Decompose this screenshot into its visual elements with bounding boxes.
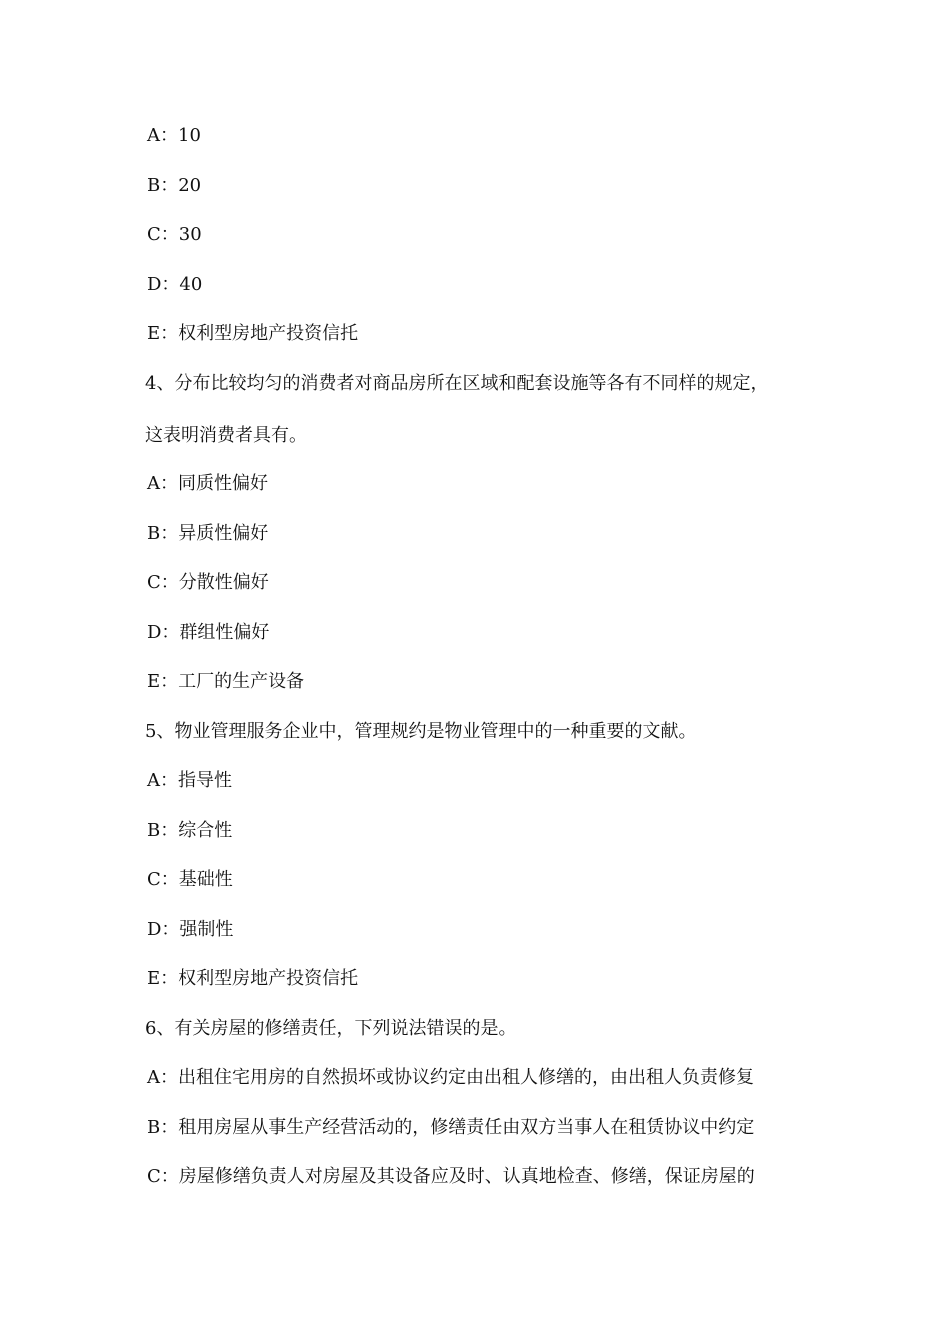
option-a: A：10 [147, 125, 201, 146]
option-c: C：房屋修缮负责人对房屋及其设备应及时、认真地检查、修缮，保证房屋的 [147, 1166, 755, 1187]
option-b: B：异质性偏好 [147, 523, 269, 544]
option-c: C：分散性偏好 [147, 572, 269, 593]
option-d: D：群组性偏好 [147, 622, 270, 643]
option-e: E：工厂的生产设备 [147, 671, 305, 692]
question-4-stem-continued: 这表明消费者具有。 [145, 425, 307, 446]
option-a: A：出租住宅用房的自然损坏或协议约定由出租人修缮的，由出租人负责修复 [147, 1067, 754, 1088]
option-b: B：20 [147, 175, 202, 196]
option-c: C：30 [147, 224, 202, 245]
option-a: A：指导性 [147, 770, 232, 791]
option-d: D：强制性 [147, 919, 234, 940]
option-d: D：40 [147, 274, 203, 295]
option-e: E：权利型房地产投资信托 [147, 968, 359, 989]
question-5-stem: 5、物业管理服务企业中，管理规约是物业管理中的一种重要的文献。 [145, 721, 697, 742]
question-4-stem: 4、分布比较均匀的消费者对商品房所在区域和配套设施等各有不同样的规定， [145, 373, 769, 394]
option-b: B：综合性 [147, 820, 233, 841]
question-6-stem: 6、有关房屋的修缮责任，下列说法错误的是。 [145, 1018, 517, 1039]
option-a: A：同质性偏好 [147, 473, 268, 494]
option-e: E：权利型房地产投资信托 [147, 323, 359, 344]
option-b: B：租用房屋从事生产经营活动的，修缮责任由双方当事人在租赁协议中约定 [147, 1117, 755, 1138]
option-c: C：基础性 [147, 869, 233, 890]
